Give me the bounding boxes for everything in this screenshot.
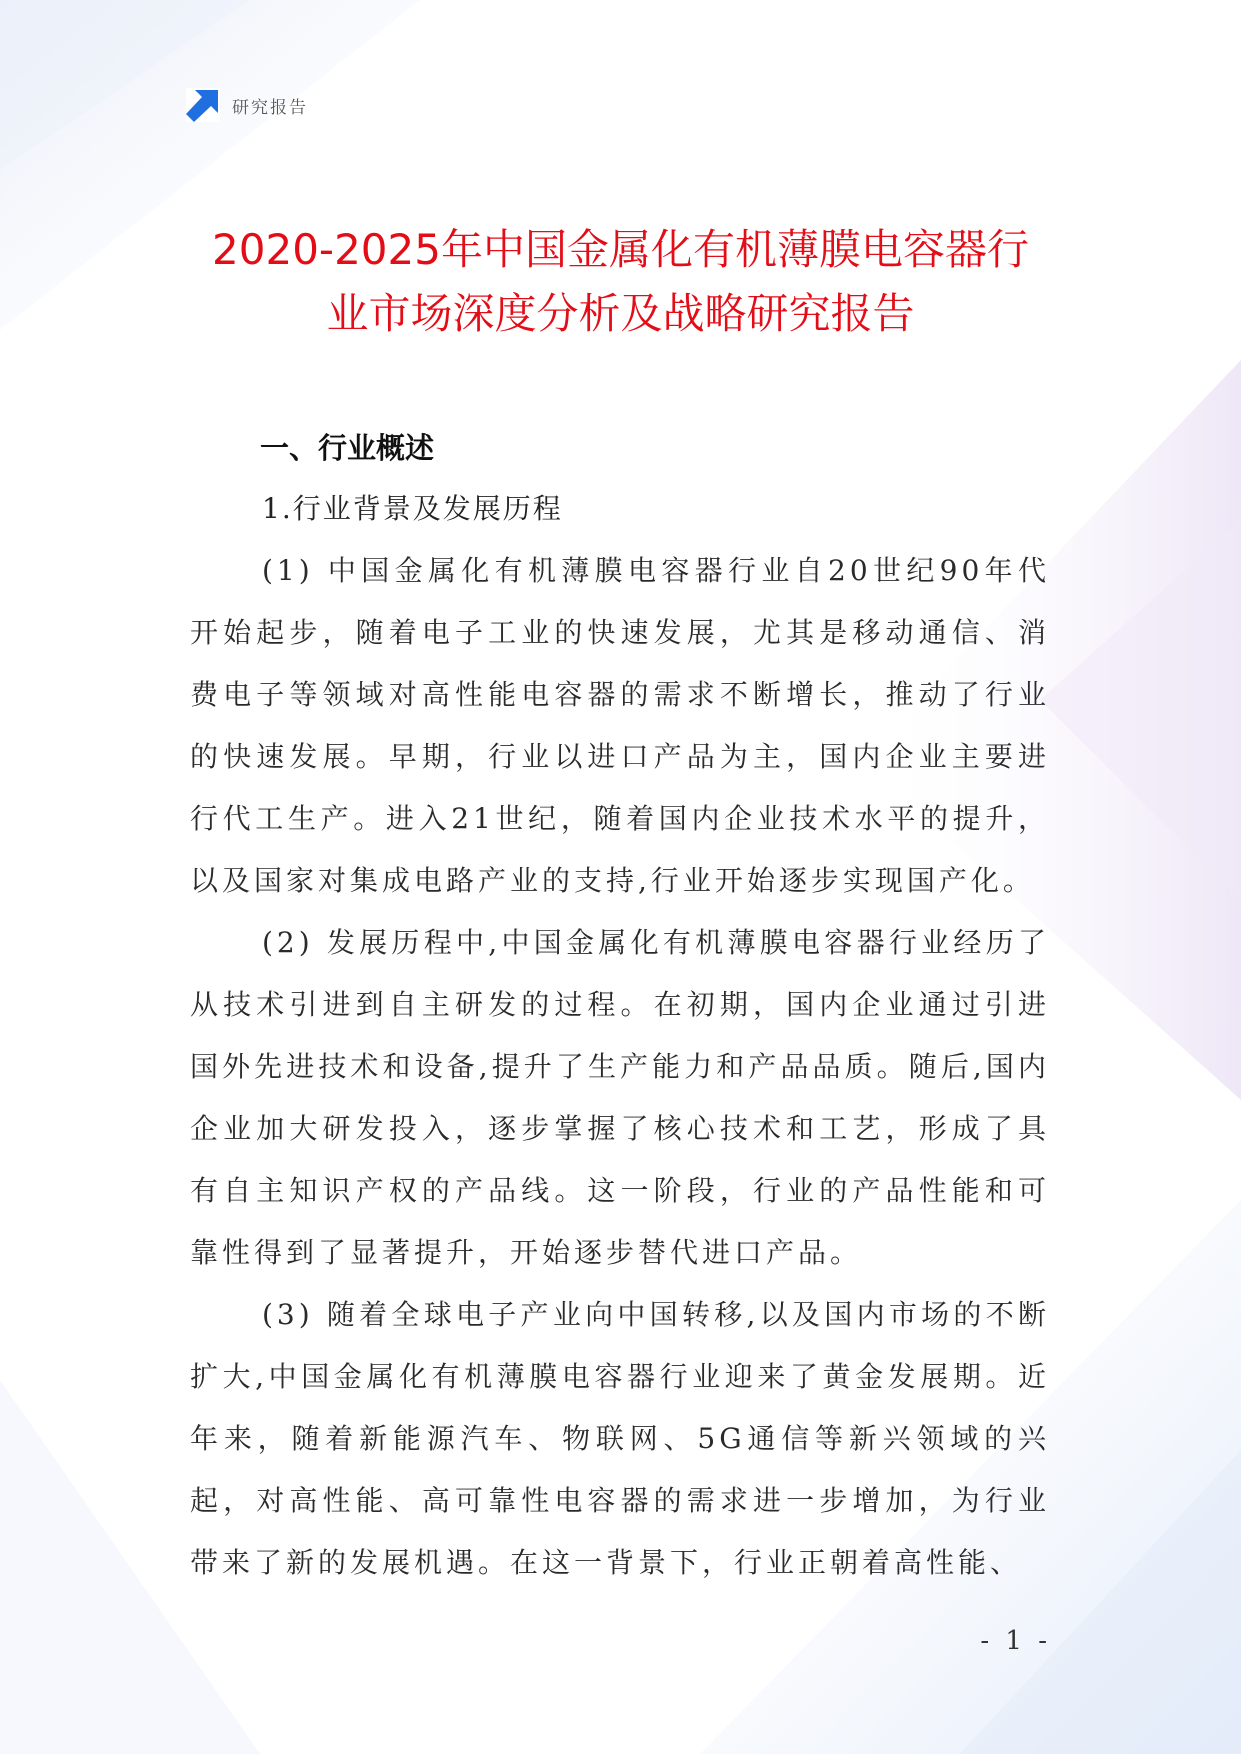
paragraph-2: (2) 发展历程中,中国金属化有机薄膜电容器行业经历了从技术引进到自主研发的过程。在初期，国内企业通过引进国外先进技术和设备,提升了生产能力和产品品质。随后,国内企业加大研发投入，逐步掌握了核心技术和工艺，形成了具有自主知识产权的产品线。这一阶段，行业的产品性能和可靠性得到了显著提升，开始逐步替代进口产品。: [190, 926, 1050, 1269]
report-title-line-2: 业市场深度分析及战略研究报告: [326, 289, 915, 338]
subsection-heading: 1.行业背景及发展历程: [262, 492, 563, 525]
paragraph-1: (1) 中国金属化有机薄膜电容器行业自20世纪90年代开始起步，随着电子工业的快速发展，尤其是移动通信、消费电子等领域对高性能电容器的需求不断增长，推动了行业的快速发展。早期，行业以进口产品为主，国内企业主要进行代工生产。进入21世纪，随着国内企业技术水平的提升，以及国家对集成电路产业的支持,行业开始逐步实现国产化。: [190, 554, 1050, 897]
page-number: - 1 -: [980, 1626, 1051, 1656]
report-title: [160, 218, 1081, 346]
report-title-line-1: 2020-2025年中国金属化有机薄膜电容器行: [212, 225, 1029, 274]
report-header: [186, 88, 308, 122]
paragraph-3: (3) 随着全球电子产业向中国转移,以及国内市场的不断扩大,中国金属化有机薄膜电容器行业迎来了黄金发展期。近年来，随着新能源汽车、物联网、5G通信等新兴领域的兴起，对高性能、高可靠性电容器的需求进一步增加，为行业带来了新的发展机遇。在这一背景下，行业正朝着高性能、: [190, 1298, 1050, 1579]
report-body: [190, 418, 1050, 1594]
page-footer: [0, 1626, 1241, 1656]
header-label: 研究报告: [232, 97, 308, 118]
section-heading: 一、行业概述: [260, 431, 435, 465]
arrow-up-right-icon: [186, 88, 220, 122]
